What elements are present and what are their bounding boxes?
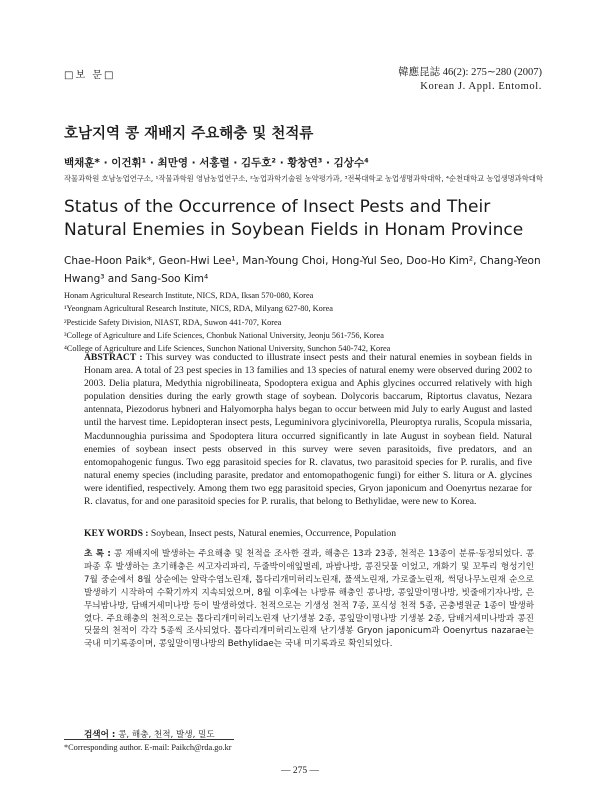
english-authors: Chae-Hoon Paik*, Geon-Hwi Lee¹, Man-Young Choi, Hong-Yul Seo, Doo-Ho Kim², Chang-Yeon Hwang³ and Sang-Soo Kim⁴ [64,255,541,285]
footnote: *Corresponding author. E-mail: Paikch@rda.go.kr [64,743,232,752]
journal-citation-line1: 韓應昆誌 46(2): 275∼280 (2007) [398,67,542,78]
korean-keywords-text: 콩, 해충, 천적, 발생, 밀도 [118,730,215,740]
page-number: — 275 — [281,766,319,776]
korean-title: 호남지역 콩 재배지 주요해충 및 천적류 [64,126,314,142]
affiliation-item: ³College of Agriculture and Life Sciences, Chonbuk National University, Jeonju 561-756, Korea [64,330,384,340]
affiliation-item: Honam Agricultural Research Institute, NICS, RDA, Iksan 570-080, Korea [64,291,314,300]
affiliation-item: ²Pesticide Safety Division, NIAST, RDA, Suwon 441-707, Korea [64,317,282,327]
korean-abstract [84,548,534,651]
affiliation-list [64,289,554,355]
journal-citation-line2: Korean J. Appl. Entomol. [420,81,542,92]
korean-keywords-label: 검색어 : [84,730,116,740]
korean-affiliations: 작물과학원 호남농업연구소, ¹작물과학원 영남농업연구소, ²농업과학기술원 농약평가과, ³전북대학교 농업생명과학대학, ⁴순천대학교 농업생명과학대학 [64,174,543,183]
keywords [84,528,532,539]
keywords-text: Soybean, Insect pests, Natural enemies, Occurrence, Population [150,528,397,539]
english-title: Status of the Occurrence of Insect Pests and Their Natural Enemies in Soybean Fields in Honam Province [64,197,524,240]
keywords-label: KEY WORDS : [84,528,149,539]
abstract-text: This survey was conducted to illustrate insect pests and their natural enemies in soybean fields in Honam area. A total of 23 pest species in 13 families and 13 species of natural enemy were observed during 2002 to 2003. Delia platura, Medythia nigrobilineata, Spodoptera exigua and Aphis glycines occurred relatively with high population densities during the early growth stage of soybean. Dolycoris baccarum, Riptortus clavatus, Nezara antennata, Piezodorus hybneri and Halyomorpha halys began to occur between mid July to early August and lasted until the harvest time. Lepidopteran insect pests, Leguminivora glycinivorella, Pleuroptya ruralis, Scopula missaria, Macdunnoughia purissima and Spodoptera litura occurred significantly in late August in soybean field. Natural enemies of soybean insect pests observed in this survey were seven parasitoids, five predators, and an entomopahogenic fungus. Two egg parasitoid species for R. clavatus, two parasitoid species for P. ruralis, and five natural enemy species (including parasite, predator and entomopathogenic fungi) for either S. litura or A. glycines were identified, respectively. Among them two egg parasitoid species, Gryon japonicum and Ooenyrtus nezarae for R. clavatus, for and one parasitoid species for P. ruralis, that belong to Bethylidae, were new to Korea. [84,352,532,508]
section-label: □보 문□ [64,70,116,81]
korean-authors: 백채훈* · 이건휘¹ · 최만영 · 서홍렬 · 김두호² · 황창연³ · 김상수⁴ [64,157,369,169]
footnote-divider [64,739,234,740]
korean-abstract-label: 초 록 : [84,549,111,559]
affiliation-item: ¹Yeongnam Agricultural Research Institute, NICS, RDA, Milyang 627-80, Korea [64,304,333,314]
affiliation-item: ⁴College of Agriculture and Life Sciences, Sunchon National University, Sunchon 540-742, Korea [64,344,391,354]
abstract-label: ABSTRACT : [84,352,143,363]
korean-abstract-text: 콩 재배지에 발생하는 주요해충 및 천적을 조사한 결과, 해충은 13과 23종, 천적은 13종이 분류·동정되었다. 콩 파종 후 발생하는 초기해충은 씨고자리파리, 두줄박이애잎벌레, 파밤나방, 콩진딧물 이었고, 개화기 및 꼬투리 형성기인 7월 중순에서 8월 상순에는 알락수염노린재, 톱다리개미허리노린재, 풀색노린재, 가로줄노린재, 썩덩나무노린재 순으로 발생하기 시작하여 수확기까지 지속되었으며, 8월 이후에는 나방류 해충인 콩나방, 콩잎말이명나방, 빗줄애기자나방, 은무늬밤나방, 담배거세미나방 등이 발생하였다. 천적으로는 기생성 천적 7종, 포식성 천적 5종, 곤충병원균 1종이 발생하였다. 주요해충의 천적으로는 톱다리개미허리노린재 난기생봉 2종, 콩잎말이명나방 기생봉 2종, 담배거세미나방과 콩진딧물의 천적이 각각 5종씩 조사되었다. 톱다리개미허리노린재 난기생봉 Gryon japonicum과 Ooenyrtus nazarae는 국내 미기록종이며, 콩잎말이명나방의 Bethylidae는 국내 미기록과로 확인되었다. [84,549,534,650]
abstract [84,351,532,508]
journal-citation [398,66,542,94]
